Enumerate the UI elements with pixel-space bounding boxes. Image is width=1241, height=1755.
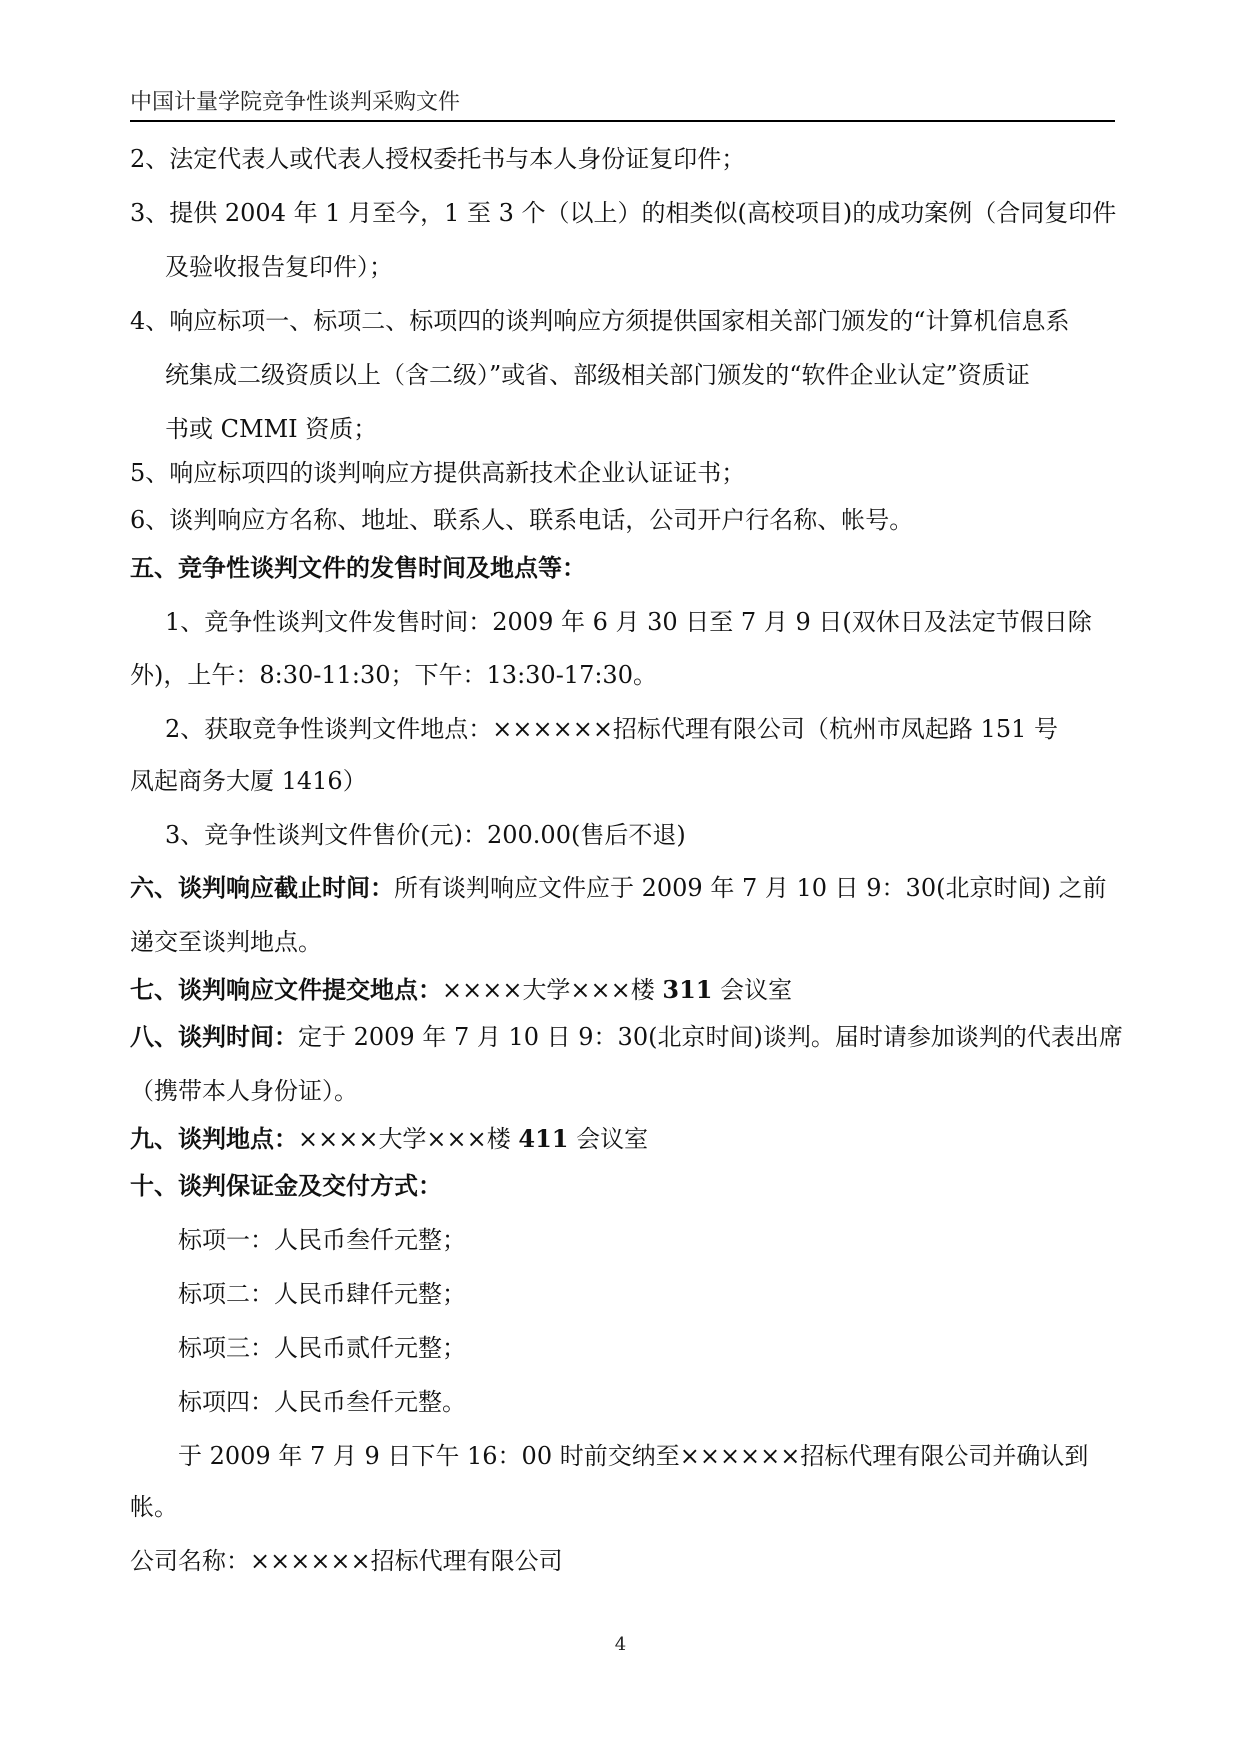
section-6-line-2: 递交至谈判地点。 — [130, 928, 322, 956]
page-number: 4 — [614, 1634, 627, 1655]
section-9-text-pre: ××××大学×××楼 — [298, 1125, 519, 1153]
requirement-item-5: 5、响应标项四的谈判响应方提供高新技术企业认证证书； — [130, 459, 746, 487]
page-header — [130, 86, 1115, 122]
section-10-heading: 十、谈判保证金及交付方式： — [130, 1171, 442, 1200]
section-5-heading: 五、竞争性谈判文件的发售时间及地点等： — [130, 553, 586, 582]
section-5-para-3: 3、竞争性谈判文件售价(元)：200.00(售后不退) — [165, 821, 686, 849]
deposit-lot-3: 标项三：人民币贰仟元整； — [178, 1334, 466, 1362]
deposit-lot-4: 标项四：人民币叁仟元整。 — [178, 1388, 466, 1416]
section-7-room-number: 311 — [662, 975, 713, 1004]
section-8-line-1 — [130, 1022, 1123, 1052]
company-name: 公司名称：××××××招标代理有限公司 — [130, 1547, 563, 1575]
section-5-para-1-line-1: 1、竞争性谈判文件发售时间：2009 年 6 月 30 日至 7 月 9 日(双休日及法定节假日除 — [165, 608, 1092, 636]
deposit-lot-1: 标项一：人民币叁仟元整； — [178, 1226, 466, 1254]
requirement-item-4-line-3: 书或 CMMI 资质； — [165, 415, 378, 443]
requirement-item-3-line-2: 及验收报告复印件）； — [165, 253, 393, 281]
deposit-deadline-line-2: 帐。 — [130, 1493, 178, 1521]
requirement-item-6: 6、谈判响应方名称、地址、联系人、联系电话，公司开户行名称、帐号。 — [130, 506, 914, 534]
requirement-item-2: 2、法定代表人或代表人授权委托书与本人身份证复印件； — [130, 145, 746, 173]
section-7-text-post: 会议室 — [712, 976, 793, 1004]
deposit-lot-2: 标项二：人民币肆仟元整； — [178, 1280, 466, 1308]
section-9-room-number: 411 — [518, 1124, 569, 1153]
requirement-item-3-line-1: 3、提供 2004 年 1 月至今，1 至 3 个（以上）的相类似(高校项目)的成功案例（合同复印件 — [130, 199, 1117, 227]
section-8-label: 八、谈判时间： — [130, 1022, 298, 1051]
section-9-line — [130, 1124, 648, 1154]
section-5-para-2-line-2: 凤起商务大厦 1416） — [130, 767, 367, 795]
section-7-line — [130, 975, 792, 1005]
section-9-label: 九、谈判地点： — [130, 1124, 298, 1153]
section-5-para-2-line-1: 2、获取竞争性谈判文件地点：××××××招标代理有限公司（杭州市凤起路 151 号 — [165, 715, 1058, 743]
requirement-item-4-line-1: 4、响应标项一、标项二、标项四的谈判响应方须提供国家相关部门颁发的“计算机信息系 — [130, 307, 1070, 335]
section-8-line-2: （携带本人身份证）。 — [130, 1077, 358, 1105]
section-6-line-1 — [130, 873, 1106, 903]
section-6-label: 六、谈判响应截止时间： — [130, 873, 394, 902]
section-5-para-1-line-2: 外)，上午：8:30-11:30；下午：13:30-17:30。 — [130, 661, 657, 689]
section-9-text-post: 会议室 — [568, 1125, 649, 1153]
requirement-item-4-line-2: 统集成二级资质以上（含二级）”或省、部级相关部门颁发的“软件企业认定”资质证 — [165, 361, 1030, 389]
section-8-text: 定于 2009 年 7 月 10 日 9：30(北京时间)谈判。届时请参加谈判的代表出席 — [298, 1023, 1123, 1051]
section-6-text: 所有谈判响应文件应于 2009 年 7 月 10 日 9：30(北京时间) 之前 — [394, 874, 1107, 902]
header-title: 中国计量学院竞争性谈判采购文件 — [130, 90, 461, 115]
deposit-deadline-line-1: 于 2009 年 7 月 9 日下午 16：00 时前交纳至××××××招标代理有限公司并确认到 — [178, 1442, 1089, 1470]
section-7-text-pre: ××××大学×××楼 — [442, 976, 663, 1004]
section-7-label: 七、谈判响应文件提交地点： — [130, 975, 442, 1004]
